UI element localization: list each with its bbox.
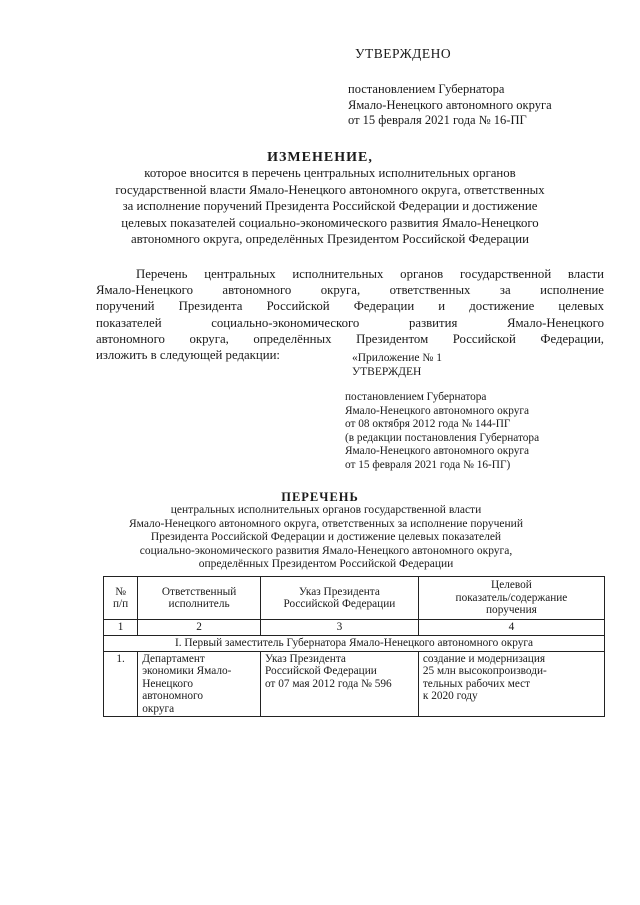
subtitle-line: автономного округа, определённых Президентом Российской Федерации [131,232,529,246]
cell-line: тельных рабочих мест [422,677,531,690]
header-text: п/п [112,598,129,610]
header-text: Указ Президента [298,585,380,598]
table-row [104,651,605,717]
header-target [418,577,604,620]
cell-line: Ненецкого автономного [142,677,204,702]
change-heading: ИЗМЕНЕНИЕ, [267,150,373,165]
row-target [418,651,604,717]
header-text: № [115,585,126,598]
paragraph-line: изложить в следующей редакции: [96,348,280,363]
resolution-line: Ямало-Ненецкого автономного округа [348,97,552,112]
responsibility-table [103,576,605,717]
subtitle-line: целевых показателей социально-экономического развития Ямало-Ненецкого [121,215,539,230]
list-subtitle-line: социально-экономического развития Ямало-Ненецкого автономного округа, [139,544,513,557]
change-subtitle [60,165,600,248]
paragraph-line: показателей социально-экономического развития Ямало-Ненецкого [96,315,604,330]
appendix-line: «Приложение № 1 [352,352,442,364]
paragraph-line: Ямало-Ненецкого автономного округа, ответственных за исполнение [96,283,604,298]
header-text: поручения [486,604,537,617]
cell-line: Указ Президента [264,652,346,665]
appendix-header [352,352,442,379]
appendix-line: УТВЕРЖДЕН [352,365,422,378]
paragraph-line: автономного округа, определённых Президентом Российской Федерации, [96,331,604,346]
header-text: показатель/содержание [455,591,568,604]
list-subtitle [60,504,592,572]
approved-stamp: УТВЕРЖДЕНО [355,46,452,61]
table-index-row [104,620,605,636]
row-decree [260,651,418,717]
index-cell: 3 [260,620,418,636]
cell-line: от 07 мая 2012 года № 596 [264,677,392,690]
list-subtitle-line: Ямало-Ненецкого автономного округа, ответственных за исполнение поручений [128,517,523,530]
header-text: Целевой [491,579,532,592]
appendix-resolution-line: постановлением Губернатора [345,391,487,403]
paragraph-line: Перечень центральных исполнительных органов государственной власти [136,267,604,281]
body-paragraph [96,266,604,363]
appendix-resolution-line: Ямало-Ненецкого автономного округа [345,445,530,457]
list-subtitle-line: Президента Российской Федерации и достижение целевых показателей [150,531,502,543]
subtitle-line: за исполнение поручений Президента Российской Федерации и достижение [122,199,538,213]
row-number: 1. [104,651,138,717]
appendix-resolution-line: (в редакции постановления Губернатора [345,431,540,444]
cell-line: Российской Федерации [264,665,377,677]
appendix-resolution-line: Ямало-Ненецкого автономного округа [345,404,530,417]
list-subtitle-line: центральных исполнительных органов государственной власти [170,504,482,516]
header-text: Ответственный [161,585,237,598]
list-heading: ПЕРЕЧЕНЬ [281,490,359,504]
appendix-resolution-line: от 15 февраля 2021 года № 16-ПГ) [345,458,511,471]
list-subtitle-line: определённых Президентом Российской Федерации [198,558,454,570]
index-cell: 1 [104,620,138,636]
index-cell: 4 [418,620,604,636]
resolution-line: от 15 февраля 2021 года № 16-ПГ [348,113,527,127]
cell-line: к 2020 году [422,690,478,702]
section-title: I. Первый заместитель Губернатора Ямало-Ненецкого автономного округа [104,636,605,652]
header-decree [260,577,418,620]
subtitle-line: которое вносится в перечень центральных исполнительных органов [144,166,516,180]
row-executor [138,651,261,717]
header-text: Российской Федерации [283,598,396,610]
subtitle-line: государственной власти Ямало-Ненецкого автономного округа, ответственных [115,182,545,197]
table-section-row [104,636,605,652]
resolution-reference [348,82,552,129]
cell-line: Департамент [142,652,205,665]
cell-line: создание и модернизация [422,652,546,665]
paragraph-line: поручений Президента Российской Федерации и достижение целевых [96,299,604,314]
header-executor [138,577,261,620]
cell-line: экономики Ямало- [142,665,232,677]
appendix-resolution [345,391,539,472]
cell-line: 25 млн высокопроизводи- [422,665,547,677]
header-number [104,577,138,620]
header-text: исполнитель [168,598,230,610]
cell-line: округа [142,702,175,715]
table-header-row [104,577,605,620]
appendix-resolution-line: от 08 октября 2012 года № 144-ПГ [345,418,511,430]
resolution-line: постановлением Губернатора [348,82,505,96]
index-cell: 2 [138,620,261,636]
